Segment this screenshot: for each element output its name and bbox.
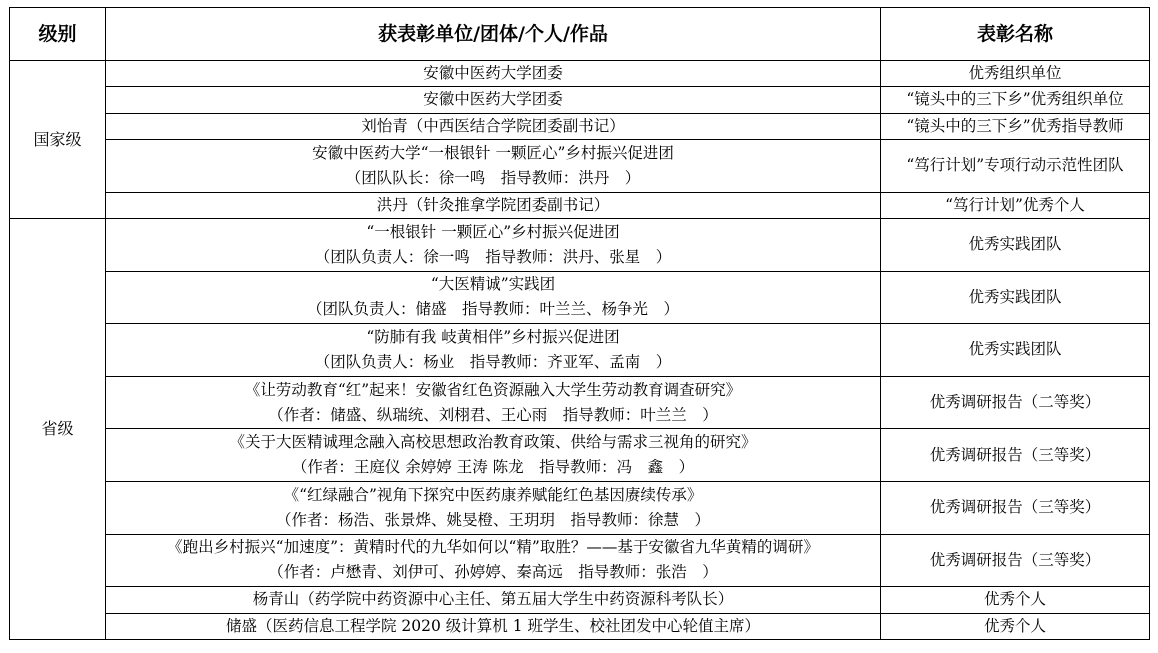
table-row — [10, 613, 1150, 639]
table-row — [10, 192, 1150, 218]
recipient-line: 安徽中医药大学“一根银针 一颗匠心”乡村振兴促进团 — [312, 143, 674, 162]
recipient-cell — [106, 113, 881, 139]
level-cell-provincial: 省级 — [10, 218, 106, 639]
recipient-line: 洪丹（针灸推拿学院团委副书记） — [376, 195, 610, 214]
recipient-line: 安徽中医药大学团委 — [423, 90, 563, 109]
recipient-line: 《关于大医精诚理念融入高校思想政治教育政策、供给与需求三视角的研究》 — [229, 433, 757, 452]
awards-table — [9, 7, 1150, 640]
award-cell: “镜头中的三下乡”优秀组织单位 — [881, 87, 1150, 113]
recipient-subline: （作者：储盛、纵瑞统、刘栩君、王心雨 指导教师：叶兰兰 ） — [268, 405, 718, 424]
recipient-line: “防肺有我 岐黄相伴”乡村振兴促进团 — [366, 327, 620, 346]
recipient-line: “一根银针 一颗匠心”乡村振兴促进团 — [366, 222, 620, 241]
award-cell: 优秀实践团队 — [881, 324, 1150, 377]
recipient-subline: （团队负责人：徐一鸣 指导教师：洪丹、张星 ） — [314, 247, 672, 266]
recipient-cell — [106, 87, 881, 113]
recipient-cell — [106, 192, 881, 218]
recipient-cell — [106, 61, 881, 87]
award-cell: “笃行计划”优秀个人 — [881, 192, 1150, 218]
table-row — [10, 271, 1150, 324]
recipient-cell — [106, 271, 881, 324]
header-recipient: 获表彰单位/团体/个人/作品 — [106, 8, 881, 61]
recipient-line: 刘怡青（中西医结合学院团委副书记） — [361, 116, 625, 135]
award-cell: 优秀实践团队 — [881, 218, 1150, 271]
recipient-subline: （团队负责人：杨业 指导教师：齐亚军、孟南 ） — [314, 352, 672, 371]
table-row — [10, 324, 1150, 377]
recipient-line: 安徽中医药大学团委 — [423, 64, 563, 83]
recipient-cell — [106, 482, 881, 535]
table-row — [10, 113, 1150, 139]
table-row — [10, 587, 1150, 613]
award-cell: 优秀调研报告（三等奖） — [881, 534, 1150, 587]
recipient-cell — [106, 139, 881, 192]
recipient-subline: （团队队长：徐一鸣 指导教师：洪丹 ） — [345, 168, 641, 187]
recipient-cell — [106, 429, 881, 482]
header-level: 级别 — [10, 8, 106, 61]
table-row — [10, 139, 1150, 192]
award-cell: 优秀调研报告（三等奖） — [881, 429, 1150, 482]
recipient-line: 储盛（医药信息工程学院 2020 级计算机 1 班学生、校社团发中心轮值主席） — [225, 616, 761, 635]
award-cell: 优秀调研报告（二等奖） — [881, 376, 1150, 429]
header-award: 表彰名称 — [881, 8, 1150, 61]
recipient-cell — [106, 218, 881, 271]
award-cell: 优秀调研报告（三等奖） — [881, 482, 1150, 535]
award-cell: 优秀个人 — [881, 613, 1150, 639]
recipient-cell — [106, 324, 881, 377]
recipient-line: 《“红绿融合”视角下探究中医药康养赋能红色基因赓续传承》 — [283, 485, 703, 504]
table-row — [10, 61, 1150, 87]
table-row — [10, 87, 1150, 113]
table-row — [10, 429, 1150, 482]
award-cell: 优秀实践团队 — [881, 271, 1150, 324]
recipient-subline: （作者：王庭仪 余婷婷 王涛 陈龙 指导教师：冯 鑫 ） — [291, 458, 695, 477]
recipient-subline: （作者：杨浩、张景烨、姚旻橙、王玥玥 指导教师：徐慧 ） — [275, 510, 710, 529]
award-cell: “笃行计划”专项行动示范性团队 — [881, 139, 1150, 192]
table-row — [10, 376, 1150, 429]
recipient-line: 《让劳动教育“红”起来！安徽省红色资源融入大学生劳动教育调查研究》 — [244, 380, 742, 399]
recipient-cell — [106, 587, 881, 613]
recipient-cell — [106, 376, 881, 429]
recipient-cell — [106, 534, 881, 587]
recipient-subline: （作者：卢懋青、刘伊可、孙婷婷、秦高远 指导教师：张浩 ） — [268, 563, 718, 582]
table-row — [10, 482, 1150, 535]
award-cell: 优秀组织单位 — [881, 61, 1150, 87]
recipient-line: “大医精诚”实践团 — [430, 275, 556, 294]
award-cell: “镜头中的三下乡”优秀指导教师 — [881, 113, 1150, 139]
level-cell-national: 国家级 — [10, 61, 106, 219]
header-row — [10, 8, 1150, 61]
recipient-line: 《跑出乡村振兴“加速度”：黄精时代的九华如何以“精”取胜？——基于安徽省九华黄精的调研》 — [167, 538, 819, 557]
recipient-cell — [106, 613, 881, 639]
table-row — [10, 218, 1150, 271]
table-row — [10, 534, 1150, 587]
award-cell: 优秀个人 — [881, 587, 1150, 613]
recipient-line: 杨青山（药学院中药资源中心主任、第五届大学生中药资源科考队长） — [252, 590, 734, 609]
recipient-subline: （团队负责人：储盛 指导教师：叶兰兰、杨争光 ） — [306, 300, 679, 319]
